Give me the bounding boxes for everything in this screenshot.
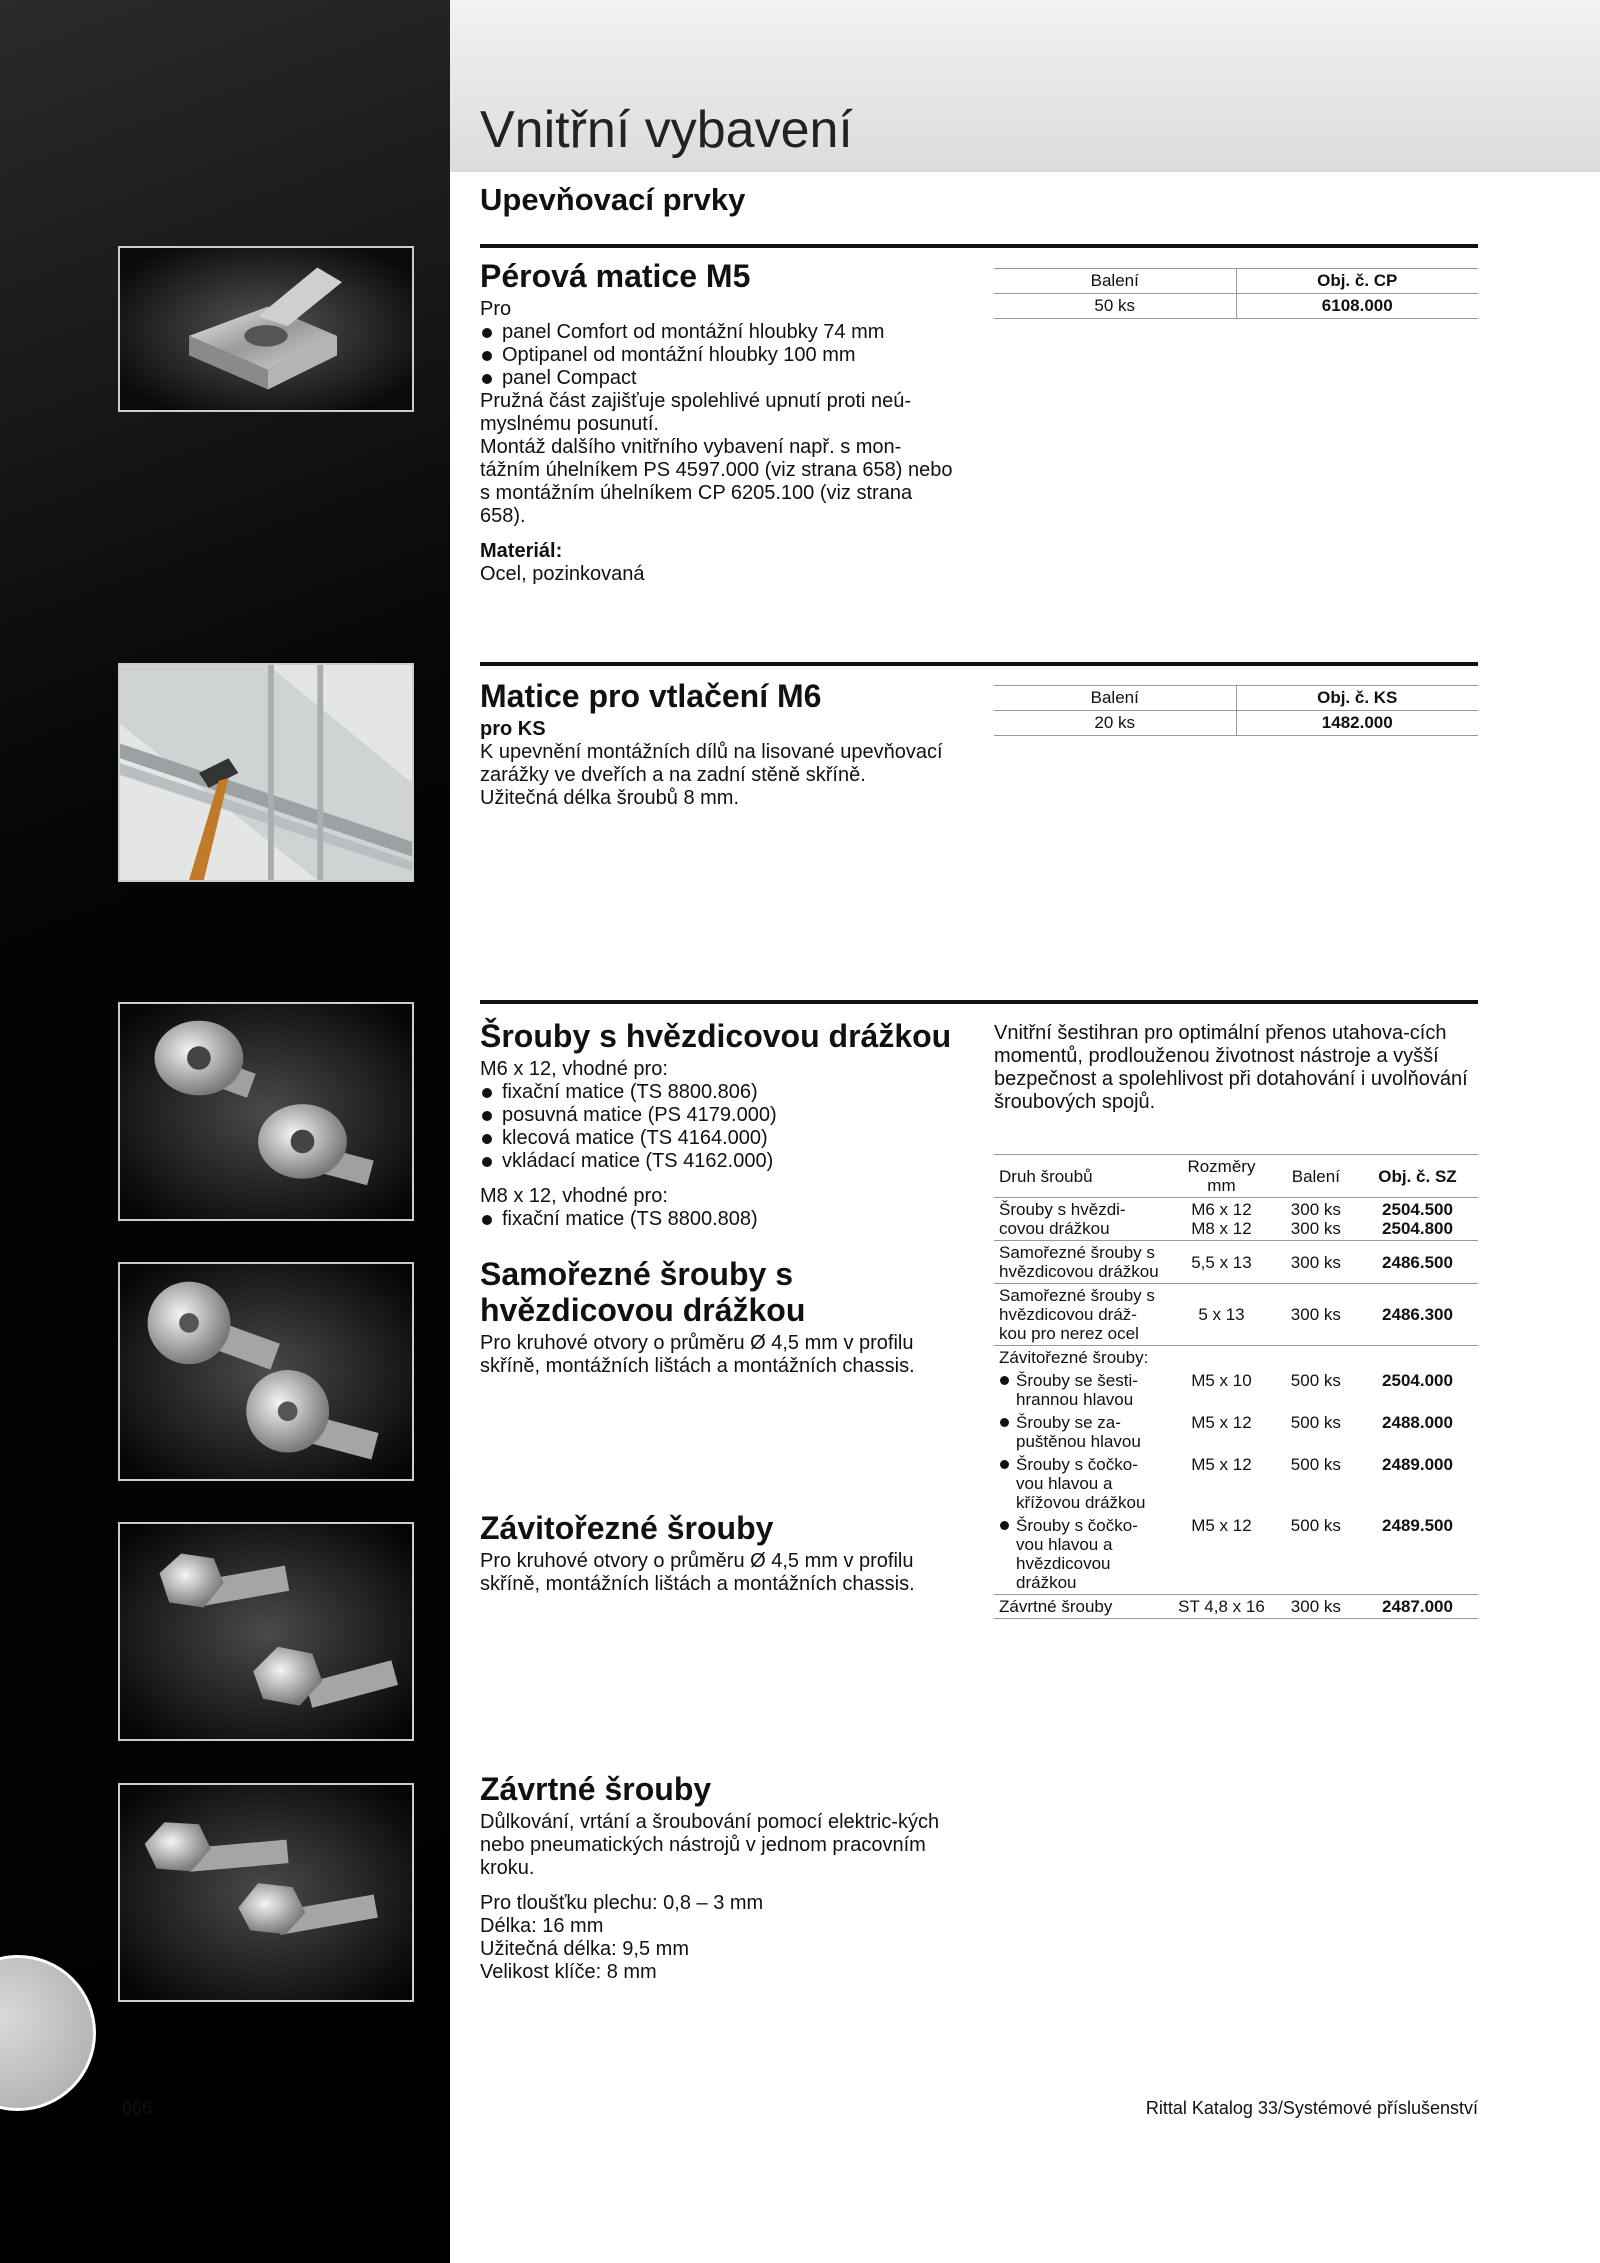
screw-size: M5 x 12 bbox=[1191, 1413, 1252, 1432]
material-label: Materiál: bbox=[480, 540, 563, 562]
section-divider bbox=[480, 244, 1478, 248]
product-photo-thread-cutting-screws bbox=[118, 1522, 414, 1741]
list-item: klecová matice (TS 4164.000) bbox=[480, 1127, 960, 1150]
section-subtitle: Upevňovací prvky bbox=[480, 182, 746, 217]
product-description: Pružná část zajišťuje spolehlivé upnutí proti neú-myslnému posunutí. bbox=[480, 390, 912, 435]
pack-quantity: 300 ks bbox=[1275, 1241, 1357, 1284]
table-row bbox=[994, 1453, 1478, 1514]
product-intro: Pro bbox=[480, 298, 512, 320]
screw-type: Šrouby s čočko-vou hlavou a křížovou drážkou bbox=[994, 1453, 1168, 1514]
product-description: Důlkování, vrtání a šroubování pomocí elektric-kých nebo pneumatických nástrojů v jednom pracovním kroku. bbox=[480, 1811, 940, 1879]
table-row bbox=[994, 1514, 1478, 1595]
product-description: K upevnění montážních dílů na lisované upevňovací zarážky ve dveřích a na zadní stěně skříně. bbox=[480, 741, 943, 786]
list-item: fixační matice (TS 8800.806) bbox=[480, 1081, 960, 1104]
product-description: Pro kruhové otvory o průměru Ø 4,5 mm v profilu skříně, montážních lištách a montážních chassis. bbox=[480, 1332, 915, 1377]
pack-quantity: 500 ks bbox=[1290, 1413, 1341, 1432]
spec-line: Délka: 16 mm bbox=[480, 1915, 604, 1937]
list-item: panel Comfort od montážní hloubky 74 mm bbox=[480, 321, 960, 344]
section-divider bbox=[480, 1000, 1478, 1004]
product-title: Závitořezné šrouby bbox=[480, 1510, 774, 1546]
spec-line: Užitečná délka: 9,5 mm bbox=[480, 1938, 689, 1960]
order-number: 6108.000 bbox=[1236, 294, 1478, 319]
page-title: Vnitřní vybavení bbox=[480, 101, 853, 159]
product-title: Samořezné šrouby s hvězdicovou drážkou bbox=[480, 1256, 806, 1328]
screw-type: Samořezné šrouby s hvězdicovou drážkou bbox=[994, 1241, 1168, 1284]
pack-quantity: 300 ks bbox=[1275, 1284, 1357, 1346]
product-self-tapping-screws bbox=[480, 1256, 960, 1378]
order-number: 2504.500 2504.800 bbox=[1357, 1198, 1478, 1241]
column-header: Druh šroubů bbox=[994, 1155, 1168, 1198]
order-table-press-nut bbox=[994, 685, 1478, 736]
list-item: panel Compact bbox=[480, 367, 960, 390]
order-number: 2486.300 bbox=[1357, 1284, 1478, 1346]
list-item: Optipanel od montážní hloubky 100 mm bbox=[480, 344, 960, 367]
product-photo-self-tapping-screws bbox=[118, 1262, 414, 1481]
pack-quantity: 20 ks bbox=[994, 711, 1236, 736]
screw-type: Šrouby s hvězdi-covou drážkou bbox=[994, 1198, 1168, 1241]
order-number: 2487.000 bbox=[1357, 1595, 1478, 1619]
column-header: Balení bbox=[994, 686, 1236, 711]
pack-quantity: 50 ks bbox=[994, 294, 1236, 319]
pack-quantity: 500 ks bbox=[1290, 1455, 1341, 1474]
product-title: Matice pro vtlačení M6 bbox=[480, 678, 822, 714]
product-photo-star-screws bbox=[118, 1002, 414, 1221]
table-row bbox=[994, 1198, 1478, 1241]
product-intro: M8 x 12, vhodné pro: bbox=[480, 1185, 668, 1207]
product-subtitle: pro KS bbox=[480, 718, 546, 740]
screw-type: Samořezné šrouby s hvězdicovou dráž-kou pro nerez ocel bbox=[994, 1284, 1168, 1346]
table-row bbox=[994, 1411, 1478, 1453]
screw-size: 5,5 x 13 bbox=[1168, 1241, 1274, 1284]
table-row bbox=[994, 1241, 1478, 1284]
pack-quantity: 300 ks bbox=[1275, 1595, 1357, 1619]
product-spring-nut bbox=[480, 258, 960, 586]
product-title: Závrtné šrouby bbox=[480, 1771, 712, 1807]
pack-quantity: 500 ks bbox=[1275, 1514, 1357, 1595]
section-divider bbox=[480, 662, 1478, 666]
column-header: Balení bbox=[1275, 1155, 1357, 1198]
screw-size: M5 x 10 bbox=[1191, 1371, 1252, 1390]
screw-size: M6 x 12 M8 x 12 bbox=[1168, 1198, 1274, 1241]
product-thread-cutting-screws bbox=[480, 1510, 960, 1596]
screw-size: M5 x 12 bbox=[1191, 1455, 1252, 1474]
table-row bbox=[994, 1346, 1478, 1370]
screw-type: Šrouby s čočko-vou hlavou a hvězdicovou drážkou bbox=[994, 1514, 1168, 1595]
list-item: vkládací matice (TS 4162.000) bbox=[480, 1150, 960, 1173]
catalog-footer: Rittal Katalog 33/Systémové příslušenství bbox=[1145, 2098, 1478, 2118]
product-title: Šrouby s hvězdicovou drážkou bbox=[480, 1018, 952, 1054]
product-intro: M6 x 12, vhodné pro: bbox=[480, 1058, 668, 1080]
page-number: 666 bbox=[122, 2098, 153, 2118]
screws-intro-text: Vnitřní šestihran pro optimální přenos utahova-cích momentů, prodlouženou životnost nástroje a vyšší bezpečnost a spolehlivost při dotahování i uvolňování šroubových spojů. bbox=[994, 1022, 1468, 1113]
group-label: Závitořezné šrouby: bbox=[999, 1348, 1149, 1367]
screw-type: Závrtné šrouby bbox=[994, 1595, 1168, 1619]
pack-quantity: 300 ks 300 ks bbox=[1275, 1198, 1357, 1241]
screw-size: 5 x 13 bbox=[1168, 1284, 1274, 1346]
screw-size: M5 x 12 bbox=[1168, 1514, 1274, 1595]
list-item: fixační matice (TS 8800.808) bbox=[480, 1208, 960, 1231]
column-header: Balení bbox=[994, 269, 1236, 294]
list-item: posuvná matice (PS 4179.000) bbox=[480, 1104, 960, 1127]
order-number: 1482.000 bbox=[1236, 711, 1478, 736]
order-number: 2486.500 bbox=[1357, 1241, 1478, 1284]
product-drill-screws bbox=[480, 1771, 960, 1984]
column-header: Obj. č. SZ bbox=[1357, 1155, 1478, 1198]
product-press-nut bbox=[480, 678, 960, 810]
product-bullets bbox=[480, 321, 960, 390]
pack-quantity: 500 ks bbox=[1290, 1371, 1341, 1390]
column-header: Obj. č. CP bbox=[1236, 269, 1478, 294]
screw-type: Šrouby se šesti-hrannou hlavou bbox=[994, 1369, 1168, 1411]
screw-size: ST 4,8 x 16 bbox=[1168, 1595, 1274, 1619]
order-number: 2504.000 bbox=[1382, 1371, 1453, 1390]
screws-order-table bbox=[994, 1154, 1478, 1619]
product-star-screws bbox=[480, 1018, 960, 1231]
order-table-spring-nut bbox=[994, 268, 1478, 319]
spec-line: Velikost klíče: 8 mm bbox=[480, 1961, 657, 1983]
product-photo-press-nut bbox=[118, 663, 414, 882]
column-header: Obj. č. KS bbox=[1236, 686, 1478, 711]
order-number: 2488.000 bbox=[1382, 1413, 1453, 1432]
order-number: 2489.000 bbox=[1382, 1455, 1453, 1474]
product-description: Montáž dalšího vnitřního vybavení např. s mon-tážním úhelníkem PS 4597.000 (viz strana 658) nebo s montážním úhelníkem CP 6205.100 (viz strana 658). bbox=[480, 436, 953, 527]
product-title: Pérová matice M5 bbox=[480, 258, 751, 294]
product-description: Užitečná délka šroubů 8 mm. bbox=[480, 787, 740, 809]
product-bullets bbox=[480, 1208, 960, 1231]
product-photo-drill-screws bbox=[118, 1783, 414, 2002]
material-value: Ocel, pozinkovaná bbox=[480, 563, 645, 585]
column-header: Rozměry mm bbox=[1168, 1155, 1274, 1198]
product-photo-spring-nut bbox=[118, 246, 414, 412]
table-row bbox=[994, 1284, 1478, 1346]
screw-type: Šrouby se za-puštěnou hlavou bbox=[994, 1411, 1168, 1453]
table-row bbox=[994, 1369, 1478, 1411]
product-description: Pro kruhové otvory o průměru Ø 4,5 mm v profilu skříně, montážních lištách a montážních chassis. bbox=[480, 1550, 915, 1595]
product-bullets bbox=[480, 1081, 960, 1173]
order-number: 2489.500 bbox=[1357, 1514, 1478, 1595]
table-row bbox=[994, 1595, 1478, 1619]
spec-line: Pro tloušťku plechu: 0,8 – 3 mm bbox=[480, 1892, 764, 1914]
